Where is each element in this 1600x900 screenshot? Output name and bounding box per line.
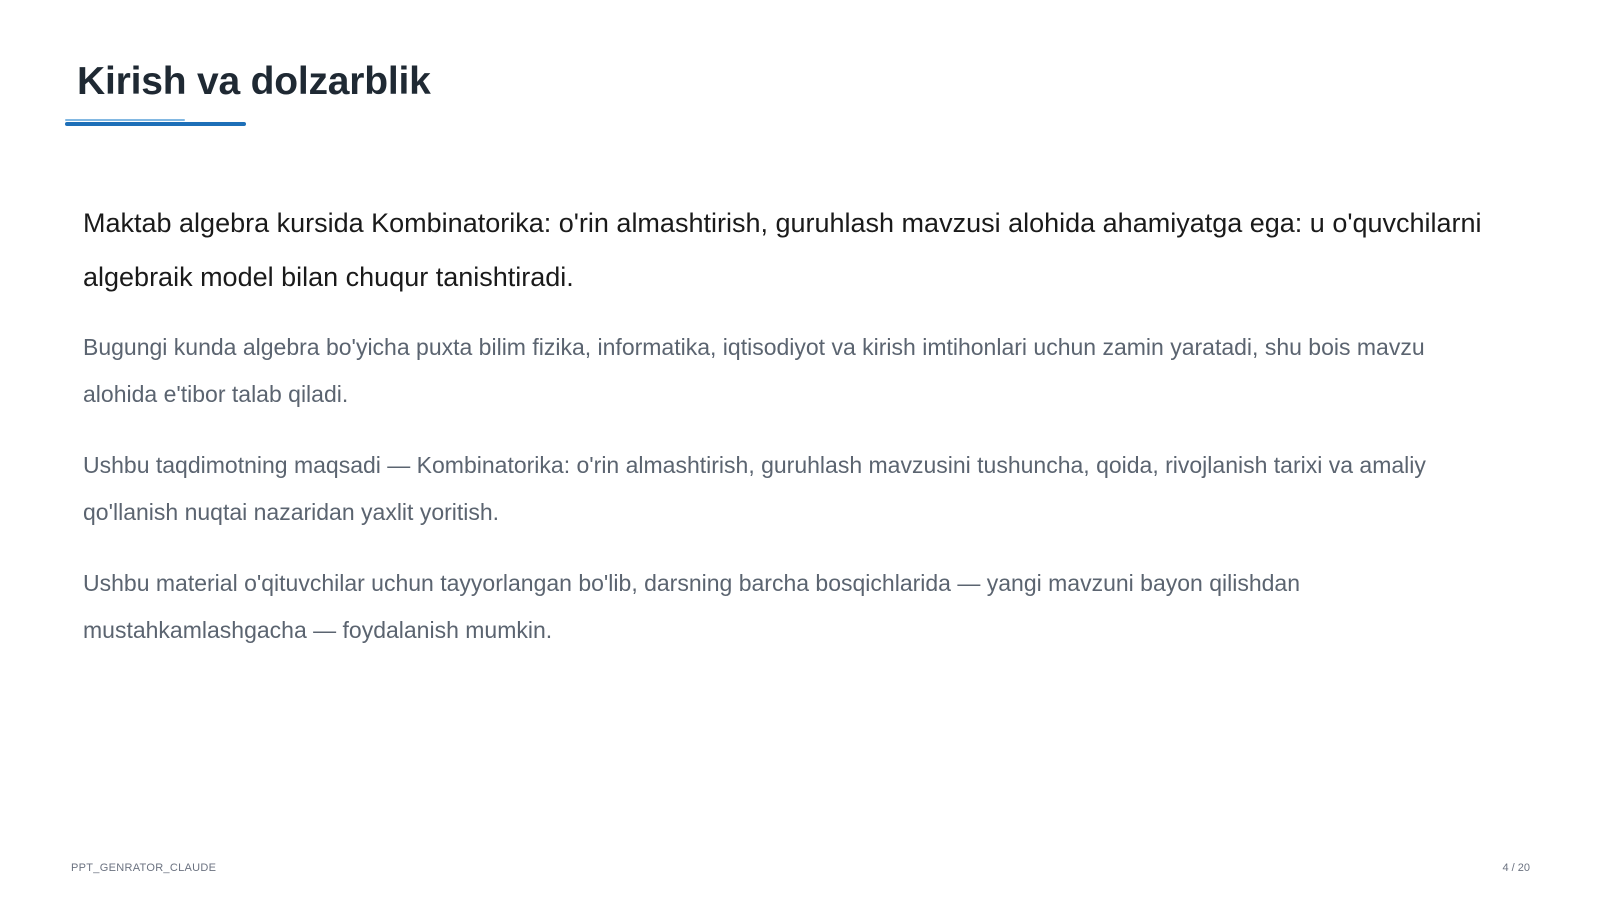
body-paragraph-3: Ushbu material o'qituvchilar uchun tayyorlangan bo'lib, darsning barcha bosqichlarida — yangi mavzuni bayon qilishdan mustahkamlashgacha — foydalanish mumkin. (83, 570, 1300, 643)
slide-title: Kirish va dolzarblik (77, 60, 431, 103)
footer-source: PPT_GENRATOR_CLAUDE (71, 862, 217, 874)
lead-paragraph: Maktab algebra kursida Kombinatorika: o'rin almashtirish, guruhlash mavzusi alohida ahamiyatga ega: u o'quvchilarni algebraik model bilan chuqur tanishtiradi. (83, 208, 1482, 292)
page-indicator: 4 / 20 (1502, 862, 1530, 874)
title-underline (65, 122, 246, 126)
title-underline-accent (65, 119, 185, 121)
slide-content (83, 196, 1493, 678)
body-paragraph-1: Bugungi kunda algebra bo'yicha puxta bilim fizika, informatika, iqtisodiyot va kirish imtihonlari uchun zamin yaratadi, shu bois mavzu alohida e'tibor talab qiladi. (83, 334, 1425, 407)
body-paragraph-2: Ushbu taqdimotning maqsadi — Kombinatorika: o'rin almashtirish, guruhlash mavzusini tushuncha, qoida, rivojlanish tarixi va amaliy qo'llanish nuqtai nazaridan yaxlit yoritish. (83, 452, 1426, 525)
